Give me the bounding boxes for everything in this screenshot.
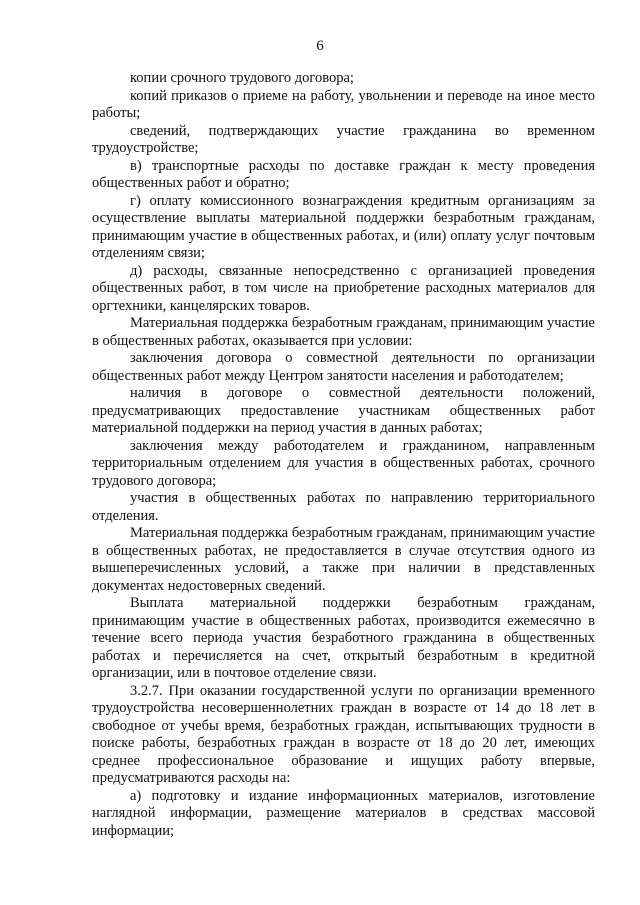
paragraph: Материальная поддержка безработным гражданам, принимающим участие в общественных работах, оказывается при условии:	[92, 315, 595, 349]
paragraph: г) оплату комиссионного вознаграждения кредитным организациям за осуществление выплаты материальной поддержки безработным гражданам, принимающим участие в общественных работах, и (или) оплату услуг почтовым отделениям связи;	[92, 192, 595, 261]
paragraph: участия в общественных работах по направлению территориального отделения.	[92, 490, 595, 524]
paragraph: заключения между работодателем и гражданином, направленным территориальным отделением для участия в общественных работах, срочного трудового договора;	[92, 437, 595, 489]
paragraph: д) расходы, связанные непосредственно с организацией проведения общественных работ, в том числе на приобретение расходных материалов для оргтехники, канцелярских товаров.	[92, 262, 595, 314]
paragraph: наличия в договоре о совместной деятельности положений, предусматривающих предоставление участникам общественных работ материальной поддержки на период участия в данных работах;	[92, 385, 595, 436]
paragraph: сведений, подтверждающих участие гражданина во временном трудоустройстве;	[92, 122, 595, 156]
paragraph: в) транспортные расходы по доставке граждан к месту проведения общественных работ и обратно;	[92, 157, 595, 191]
page-number: 6	[316, 38, 324, 54]
paragraph: Материальная поддержка безработным гражданам, принимающим участие в общественных работах, не предоставляется в случае отсутствия одного из вышеперечисленных условий, а также при наличии в представленных документах недостоверных сведений.	[92, 525, 595, 594]
paragraph: 3.2.7. При оказании государственной услуги по организации временного трудоустройства несовершеннолетних граждан в возрасте от 14 до 18 лет в свободное от учебы время, безработных граждан, испытывающих трудности в поиске работы, безработных граждан в возрасте от 18 до 20 лет, имеющих среднее профессиональное образование и ищущих работу впервые, предусматриваются расходы на:	[92, 682, 595, 786]
document-body	[92, 70, 595, 840]
paragraph: заключения договора о совместной деятельности по организации общественных работ между Центром занятости населения и работодателем;	[92, 350, 595, 384]
paragraph: а) подготовку и издание информационных материалов, изготовление наглядной информации, размещение материалов в средствах массовой информации;	[92, 787, 595, 839]
paragraph: копии срочного трудового договора;	[130, 70, 354, 86]
paragraph: копий приказов о приеме на работу, увольнении и переводе на иное место работы;	[92, 87, 595, 121]
paragraph: Выплата материальной поддержки безработным гражданам, принимающим участие в общественных работах, производится ежемесячно в течение всего периода участия безработного гражданина в общественных работах и перечисляется на счет, открытый безработным в кредитной организации, или в почтовое отделение связи.	[92, 595, 595, 681]
